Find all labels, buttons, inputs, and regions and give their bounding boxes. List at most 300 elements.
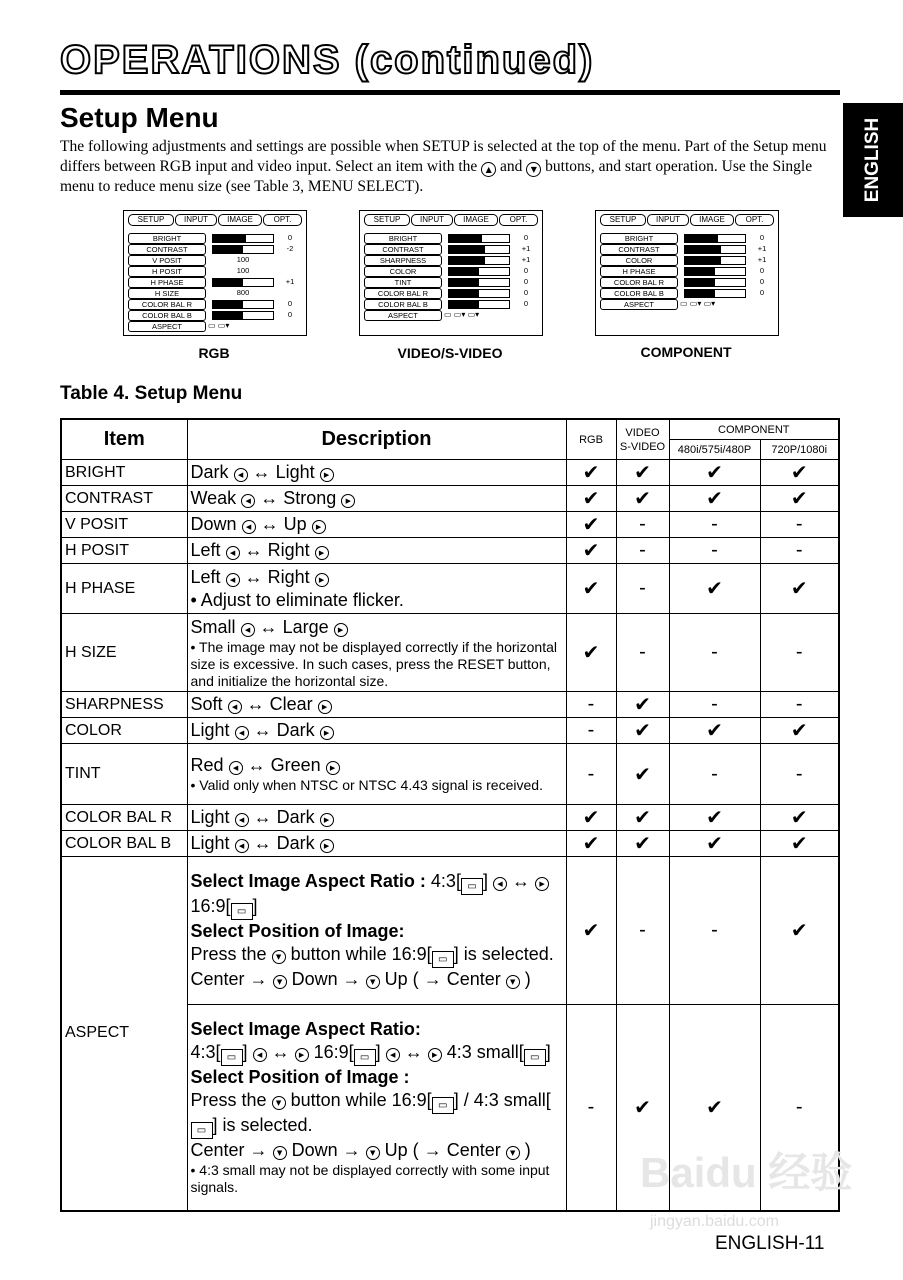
table-row (61, 692, 839, 718)
menu-row-bar (684, 256, 746, 265)
table-title: Table 4. Setup Menu (60, 383, 243, 404)
menu-row-bar (684, 289, 746, 298)
menu-caption-video: VIDEO/S-VIDEO (397, 345, 503, 361)
menu-tab-image: IMAGE (690, 214, 734, 226)
menu-row-bar-fill (449, 268, 479, 275)
desc-right-value: Large (282, 616, 329, 637)
aspect-note: • 4:3 small may not be displayed correctly with some input signals. (190, 1162, 550, 1196)
right-button-icon: ▶ (326, 761, 340, 775)
desc-left-value: Light (190, 807, 230, 827)
desc-right-value: Green (270, 755, 321, 775)
menu-row-label: COLOR BAL B (128, 310, 206, 321)
left-button-icon: ◀ (234, 468, 248, 482)
bracket: ] (375, 1042, 381, 1063)
item-name: H PHASE (61, 564, 187, 614)
menu-row-bar (212, 234, 274, 243)
check-mark: ✔ (616, 1005, 669, 1211)
menu-row-bar (448, 256, 510, 265)
menu-row-text: 100 (236, 255, 250, 264)
menu-row-bar-fill (449, 257, 485, 264)
dash-mark: - (669, 538, 760, 564)
menu-row-label: BRIGHT (600, 233, 678, 244)
menu-row-bar-fill (685, 290, 715, 297)
check-mark: ✔ (669, 460, 760, 486)
menu-row (600, 288, 776, 298)
intro-text-1: The following adjustments and settings are possible when SETUP is selected at the top of the menu. Part of the Setup menu differs between RGB input and video input. Select an item with the (60, 138, 827, 175)
item-name: SHARPNESS (61, 692, 187, 718)
ratio-4-3-small: 4:3 small[ (446, 1042, 524, 1063)
menu-row-label: V POSIT (128, 255, 206, 266)
item-name: H POSIT (61, 538, 187, 564)
arrow-both: ↔ (247, 755, 266, 775)
menu-row-bar-fill (449, 279, 479, 286)
dash-mark: - (616, 564, 669, 614)
desc-right-value: Clear (269, 694, 313, 714)
down-button-icon: ▼ (506, 1146, 520, 1160)
check-mark: ✔ (566, 614, 616, 692)
check-mark: ✔ (616, 692, 669, 718)
item-name: COLOR BAL B (61, 831, 187, 857)
dash-mark: - (616, 538, 669, 564)
check-mark: ✔ (566, 486, 616, 512)
menu-row-bar-fill (213, 279, 243, 286)
check-mark: ✔ (566, 564, 616, 614)
menu-row-bar-fill (685, 268, 715, 275)
dash-mark: - (760, 1005, 839, 1211)
menu-row-bar (448, 289, 510, 298)
check-mark: ✔ (669, 564, 760, 614)
menu-row-label: CONTRAST (364, 244, 442, 255)
left-button-icon: ◀ (235, 726, 249, 740)
position-title: Select Position of Image : (190, 1067, 410, 1088)
arrow-right: → (342, 1140, 361, 1161)
menu-row (128, 233, 304, 243)
menu-tab-image: IMAGE (218, 214, 262, 226)
arrow-both: ↔ (260, 488, 279, 508)
desc-left-value: Left (190, 540, 221, 560)
item-name: COLOR BAL R (61, 805, 187, 831)
menu-row-label: ASPECT (600, 299, 678, 310)
down-button-icon: ▼ (506, 975, 520, 989)
menu-row-bar (212, 300, 274, 309)
watermark-logo: Baidu 经验 (640, 1149, 853, 1196)
check-mark: ✔ (669, 1005, 760, 1211)
menu-row-value: 0 (287, 310, 293, 319)
press-text: Press the (190, 944, 267, 964)
menu-row (600, 255, 776, 265)
check-mark: ✔ (566, 857, 616, 1005)
check-mark: ✔ (566, 538, 616, 564)
desc-right-value: Right (267, 540, 310, 560)
intro-text-2: and (500, 158, 523, 175)
menu-caption-rgb: RGB (198, 345, 230, 361)
header-video-line2: S-VIDEO (619, 440, 666, 453)
header-description: Description (187, 419, 566, 460)
right-button-icon: ▶ (535, 877, 549, 891)
dash-mark: - (566, 718, 616, 744)
menu-row-value: +1 (521, 255, 531, 264)
center-text: Center (446, 969, 501, 989)
desc-right-value: Strong (283, 488, 337, 508)
check-mark: ✔ (760, 718, 839, 744)
aspect-frame-icon: ▭ (432, 1097, 454, 1114)
menu-row-label: H PHASE (128, 277, 206, 288)
menu-row (128, 277, 304, 287)
left-button-icon: ◀ (241, 623, 255, 637)
menu-row-bar-fill (685, 257, 721, 264)
left-button-icon: ◀ (229, 761, 243, 775)
setup-menu-table (60, 418, 840, 1212)
menu-row-bar-fill (685, 279, 715, 286)
menu-row (600, 277, 776, 287)
desc-right-value: Up (283, 514, 307, 534)
right-button-icon: ▶ (320, 726, 334, 740)
menu-row-bar (684, 278, 746, 287)
bracket: ] (545, 1042, 551, 1063)
menu-row-label: ASPECT (364, 310, 442, 321)
language-tab (843, 103, 903, 217)
left-button-icon: ◀ (242, 520, 256, 534)
item-name: TINT (61, 744, 187, 805)
menu-row-value: 0 (759, 233, 765, 242)
item-description (187, 831, 566, 857)
menu-row-bar-fill (213, 246, 243, 253)
right-button-icon: ▶ (341, 494, 355, 508)
menu-row-bar-fill (449, 290, 479, 297)
menu-row-bar (684, 267, 746, 276)
item-name: H SIZE (61, 614, 187, 692)
desc-left-value: Dark (190, 462, 229, 482)
press-text-3: ] / 4:3 small[ (453, 1090, 551, 1111)
desc-right-value: Dark (276, 807, 315, 827)
menu-row-value: +1 (285, 277, 295, 286)
arrow-both: ↔ (253, 833, 272, 853)
desc-left-value: Weak (190, 488, 237, 508)
item-description (187, 718, 566, 744)
up-button-icon: ▲ (481, 162, 496, 177)
aspect-description-video (187, 1005, 566, 1211)
page-header-title: OPERATIONS (continued) (60, 38, 595, 82)
table-row (61, 460, 839, 486)
ratio-16-9: 16:9[ (313, 1042, 354, 1063)
check-mark: ✔ (760, 564, 839, 614)
item-name: BRIGHT (61, 460, 187, 486)
item-name: V POSIT (61, 512, 187, 538)
menu-tab-image: IMAGE (454, 214, 498, 226)
bracket: ] (242, 1042, 248, 1063)
check-mark: ✔ (669, 805, 760, 831)
aspect-ratio-title: Select Image Aspect Ratio: (190, 1019, 421, 1040)
menu-row (600, 266, 776, 276)
menu-row-bar-fill (685, 246, 721, 253)
left-button-icon: ◀ (253, 1048, 267, 1062)
dash-mark: - (616, 512, 669, 538)
menu-row-bar (448, 278, 510, 287)
menu-tab-opt: OPT. (735, 214, 774, 226)
menu-tab-input: INPUT (411, 214, 453, 226)
row-note: • Adjust to eliminate flicker. (190, 589, 404, 610)
menu-row (364, 310, 540, 320)
menu-row-bar (448, 267, 510, 276)
menu-row-bar-fill (449, 246, 485, 253)
ratio-4-3: 4:3[ (430, 871, 461, 891)
dash-mark: - (566, 744, 616, 805)
row-note: • Valid only when NTSC or NTSC 4.43 signal is received. (190, 777, 543, 793)
paren: ) (524, 1140, 531, 1161)
check-mark: ✔ (616, 486, 669, 512)
menu-row-label: COLOR BAL B (600, 288, 678, 299)
check-mark: ✔ (566, 805, 616, 831)
intro-paragraph (60, 137, 835, 197)
left-button-icon: ◀ (235, 839, 249, 853)
menu-row (364, 244, 540, 254)
row-note: • The image may not be displayed correctly if the horizontal size is excessive. In such cases, press the RESET button, and initialize the horizontal size. (190, 638, 557, 689)
menu-row-value: +1 (757, 255, 767, 264)
menu-row-label: SHARPNESS (364, 255, 442, 266)
dash-mark: - (669, 512, 760, 538)
right-button-icon: ▶ (312, 520, 326, 534)
right-button-icon: ▶ (428, 1048, 442, 1062)
menu-row (364, 266, 540, 276)
desc-left-value: Red (190, 755, 224, 775)
table-row (61, 564, 839, 614)
menu-row-label: COLOR (600, 255, 678, 266)
aspect-frame-icon: ▭ (191, 1122, 213, 1139)
dash-mark: - (566, 1005, 616, 1211)
item-name: COLOR (61, 718, 187, 744)
language-tab-label: ENGLISH (862, 117, 883, 203)
menu-row-label: COLOR BAL R (128, 299, 206, 310)
down-button-icon: ▼ (366, 975, 380, 989)
arrow-both: ↔ (252, 462, 271, 482)
table-row (61, 718, 839, 744)
desc-left-value: Light (190, 720, 230, 740)
dash-mark: - (616, 614, 669, 692)
aspect-ratio-title: Select Image Aspect Ratio : (190, 871, 426, 891)
menu-row-label: COLOR (364, 266, 442, 277)
right-button-icon: ▶ (315, 546, 329, 560)
menu-row-bar (448, 234, 510, 243)
item-description (187, 460, 566, 486)
menu-row (600, 233, 776, 243)
menu-row (364, 233, 540, 243)
check-mark: ✔ (616, 831, 669, 857)
down-text: Down (291, 1140, 338, 1161)
menu-row-label: H POSIT (128, 266, 206, 277)
menu-tab-setup: SETUP (364, 214, 410, 226)
press-text-2: button while 16:9[ (290, 944, 432, 964)
menu-row-label: COLOR BAL R (600, 277, 678, 288)
aspect-frame-icon: ▭ (354, 1049, 376, 1066)
menu-row-label: H SIZE (128, 288, 206, 299)
ratio-16-9: 16:9[ (190, 896, 231, 916)
dash-mark: - (669, 857, 760, 1005)
menu-row-value: 0 (523, 299, 529, 308)
item-name: CONTRAST (61, 486, 187, 512)
table-row (61, 614, 839, 692)
menu-row (364, 255, 540, 265)
menu-row-value: 0 (523, 266, 529, 275)
menu-tabs (128, 214, 302, 225)
dash-mark: - (669, 692, 760, 718)
menu-row-value: 0 (287, 299, 293, 308)
up-text: Up ( (384, 969, 419, 989)
item-name: ASPECT (61, 857, 187, 1211)
table-row (61, 538, 839, 564)
check-mark: ✔ (566, 512, 616, 538)
section-title: Setup Menu (60, 102, 219, 133)
menu-row (128, 244, 304, 254)
check-mark: ✔ (760, 831, 839, 857)
intro-text-3: buttons, and start operation. Use the Single menu to reduce menu size (see Table 3, MENU SELECT). (60, 158, 813, 195)
desc-right-value: Right (267, 566, 310, 587)
header-video (616, 419, 669, 460)
menu-row-bar (212, 245, 274, 254)
item-description (187, 564, 566, 614)
right-button-icon: ▶ (320, 839, 334, 853)
right-button-icon: ▶ (318, 700, 332, 714)
check-mark: ✔ (669, 718, 760, 744)
left-button-icon: ◀ (226, 573, 240, 587)
check-mark: ✔ (760, 460, 839, 486)
aspect-frame-icon: ▭ (231, 903, 253, 920)
menu-row-bar (684, 234, 746, 243)
center-text: Center (446, 1140, 501, 1161)
menu-row-bar-fill (449, 235, 482, 242)
dash-mark: - (760, 538, 839, 564)
menu-caption-component: COMPONENT (640, 344, 732, 360)
header-rule (60, 90, 840, 95)
table-row (61, 805, 839, 831)
left-button-icon: ◀ (241, 494, 255, 508)
check-mark: ✔ (760, 857, 839, 1005)
menu-row (128, 310, 304, 320)
dash-mark: - (760, 512, 839, 538)
table-row (61, 486, 839, 512)
arrow-both: ↔ (244, 540, 263, 560)
header-component-b: 720P/1080i (760, 440, 839, 460)
menu-row (128, 266, 304, 276)
press-text: Press the (190, 1090, 267, 1111)
watermark-url: jingyan.baidu.com (650, 1213, 779, 1230)
menu-screenshot-rgb (123, 210, 307, 336)
aspect-frame-icon: ▭ (432, 951, 454, 968)
check-mark: ✔ (760, 486, 839, 512)
left-button-icon: ◀ (386, 1048, 400, 1062)
menu-row-bar-fill (213, 235, 246, 242)
check-mark: ✔ (669, 831, 760, 857)
menu-tab-input: INPUT (647, 214, 689, 226)
arrow-both: ↔ (259, 616, 278, 637)
menu-row-value: +1 (521, 244, 531, 253)
aspect-description-rgb (187, 857, 566, 1005)
arrow-both: ↔ (512, 871, 530, 891)
table-row (61, 744, 839, 805)
menu-row (128, 299, 304, 309)
menu-row-bar-fill (213, 312, 243, 319)
left-button-icon: ◀ (228, 700, 242, 714)
left-button-icon: ◀ (235, 813, 249, 827)
press-text-4: ] is selected. (212, 1115, 313, 1136)
arrow-both: ↔ (260, 514, 279, 534)
arrow-right: → (423, 1140, 442, 1161)
check-mark: ✔ (616, 805, 669, 831)
dash-mark: - (616, 857, 669, 1005)
menu-screenshot-video (359, 210, 543, 336)
center-text: Center (190, 969, 245, 989)
right-button-icon: ▶ (334, 623, 348, 637)
desc-right-value: Light (275, 462, 315, 482)
check-mark: ✔ (566, 460, 616, 486)
header-component: COMPONENT (669, 419, 839, 440)
down-button-icon: ▼ (273, 975, 287, 989)
menu-tab-setup: SETUP (600, 214, 646, 226)
desc-left-value: Light (190, 833, 230, 853)
check-mark: ✔ (669, 486, 760, 512)
table-row (61, 512, 839, 538)
down-button-icon: ▼ (273, 1146, 287, 1160)
aspect-frame-icon: ▭ (221, 1049, 243, 1066)
desc-left-value: Left (190, 566, 221, 587)
menu-row-bar-fill (449, 301, 479, 308)
menu-row (364, 299, 540, 309)
menu-row-value: +1 (757, 244, 767, 253)
dash-mark: - (669, 744, 760, 805)
check-mark: ✔ (616, 460, 669, 486)
menu-row-label: TINT (364, 277, 442, 288)
menu-row (364, 288, 540, 298)
center-text: Center (190, 1140, 245, 1161)
left-button-icon: ◀ (493, 877, 507, 891)
menu-row-label: H PHASE (600, 266, 678, 277)
dash-mark: - (669, 614, 760, 692)
arrow-right: → (423, 969, 442, 989)
arrow-both: ↔ (404, 1042, 423, 1063)
menu-row-value: -2 (286, 244, 294, 253)
menu-row-label: CONTRAST (128, 244, 206, 255)
arrow-both: ↔ (253, 807, 272, 827)
item-description (187, 614, 566, 692)
check-mark: ✔ (616, 744, 669, 805)
menu-tab-input: INPUT (175, 214, 217, 226)
menu-row-bar (448, 245, 510, 254)
arrow-right: → (249, 969, 268, 989)
desc-left-value: Down (190, 514, 237, 534)
item-description (187, 805, 566, 831)
menu-tab-opt: OPT. (499, 214, 538, 226)
menu-screenshot-component (595, 210, 779, 336)
dash-mark: - (760, 692, 839, 718)
aspect-icons: ▭ ▭▾ ▭▾ (444, 310, 480, 319)
menu-row-label: BRIGHT (128, 233, 206, 244)
menu-row-label: CONTRAST (600, 244, 678, 255)
menu-row-text: 800 (236, 288, 250, 297)
aspect-icons: ▭ ▭▾ (208, 321, 230, 330)
item-description (187, 692, 566, 718)
aspect-icons: ▭ ▭▾ ▭▾ (680, 299, 716, 308)
menu-row-value: 0 (523, 233, 529, 242)
header-rgb: RGB (566, 419, 616, 460)
menu-row (128, 321, 304, 331)
menu-row-label: ASPECT (128, 321, 206, 332)
menu-row-bar (448, 300, 510, 309)
check-mark: ✔ (616, 718, 669, 744)
desc-left-value: Small (190, 616, 236, 637)
menu-row (128, 288, 304, 298)
menu-row-bar-fill (213, 301, 243, 308)
header-item: Item (61, 419, 187, 460)
arrow-both: ↔ (253, 720, 272, 740)
